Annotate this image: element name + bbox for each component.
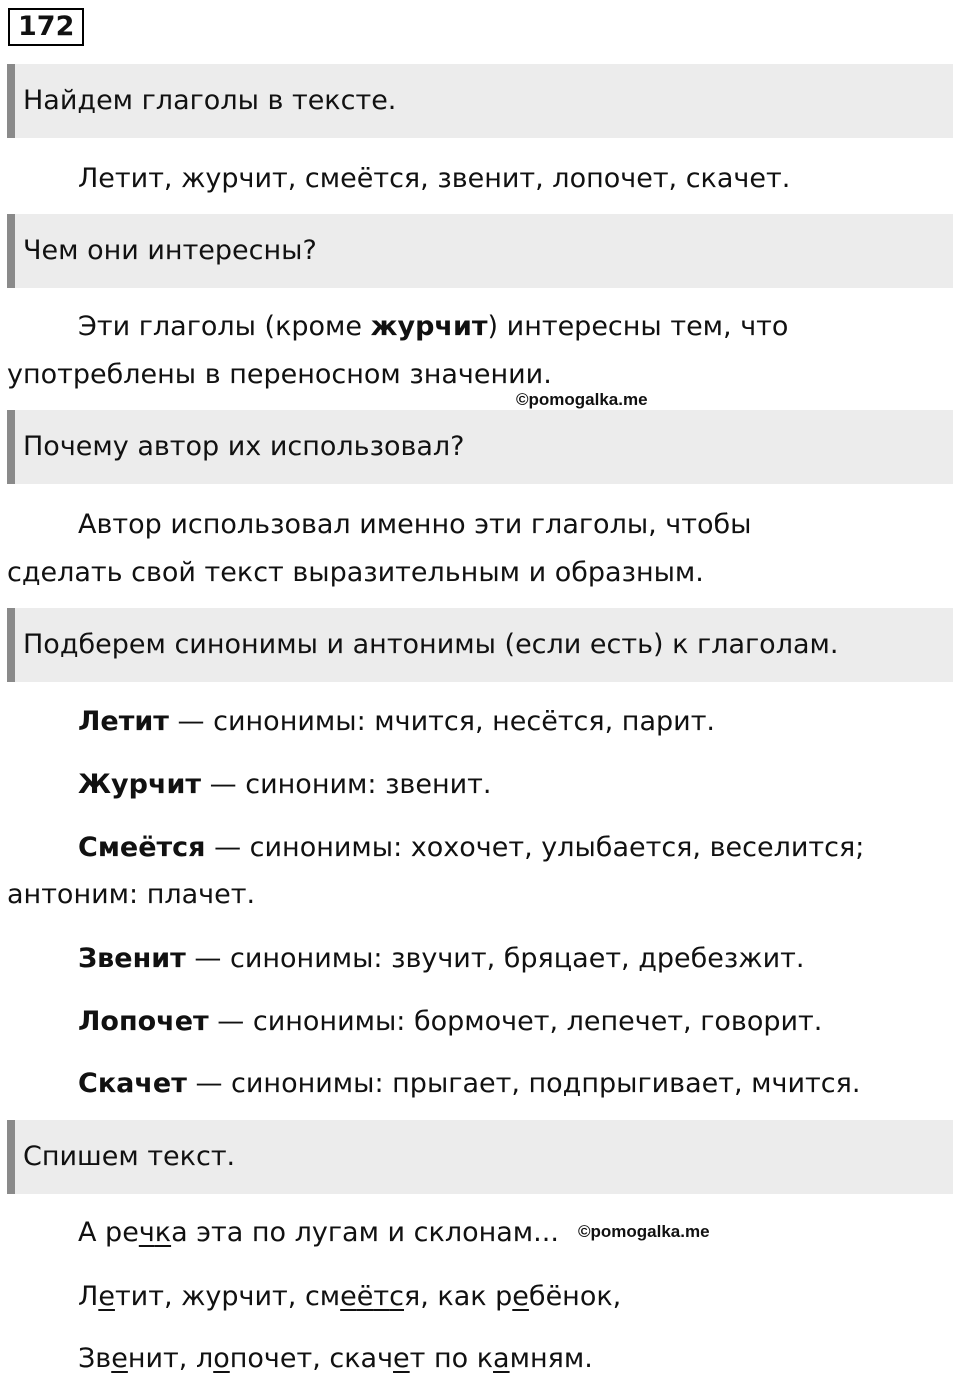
synonym-line <box>78 1003 822 1041</box>
underlined-letter: т <box>373 1281 390 1312</box>
question-bar <box>7 64 953 138</box>
answer-part: Эти глаголы (кроме <box>78 311 371 342</box>
answer-text <box>78 308 788 346</box>
synonym-line <box>78 1065 860 1103</box>
question-text: Спишем текст. <box>23 1141 236 1172</box>
underlined-letter: е <box>111 1343 128 1374</box>
underlined-letter: е <box>98 1281 115 1312</box>
underlined-letter: ё <box>356 1281 374 1312</box>
underlined-letter: е <box>512 1281 529 1312</box>
question-text: Чем они интересны? <box>23 235 317 266</box>
verb-word: Смеётся <box>78 832 206 863</box>
underlined-letter: о <box>213 1343 230 1374</box>
answer-text: употреблены в переносном значении. <box>7 359 552 390</box>
watermark: ©pomogalka.me <box>578 1222 710 1241</box>
verb-word: Журчит <box>78 769 202 800</box>
verb-word: Звенит <box>78 943 186 974</box>
poem-line: Летит, журчит, смеётся, как ребёнок, <box>78 1281 622 1312</box>
poem-line: А речка эта по лугам и склонам... <box>78 1217 559 1248</box>
underlined-letter: к <box>154 1217 172 1248</box>
question-bar <box>7 1120 953 1194</box>
synonym-text: — синоним: звенит. <box>201 769 492 800</box>
synonym-text: — синонимы: звучит, бряцает, дребезжит. <box>185 943 805 974</box>
synonym-text: — синонимы: мчится, несётся, парит. <box>168 706 716 737</box>
question-bar <box>7 410 953 484</box>
answer-part: ) интересны тем, что <box>487 311 789 342</box>
synonym-line-cont: антоним: плачет. <box>7 879 256 910</box>
poem-line: Звенит, лопочет, скачет по камням. <box>78 1343 593 1374</box>
underlined-letter: е <box>340 1281 357 1312</box>
question-text: Почему автор их использовал? <box>23 431 465 462</box>
verb-word: Летит <box>78 706 169 737</box>
verb-word: Лопочет <box>78 1006 209 1037</box>
underlined-letter: а <box>493 1343 510 1374</box>
question-text: Найдем глаголы в тексте. <box>23 85 397 116</box>
synonym-line <box>78 766 491 804</box>
synonym-text: — синонимы: хохочет, улыбается, веселится; <box>205 832 865 863</box>
synonym-line <box>78 829 864 867</box>
question-bar <box>7 214 953 288</box>
underlined-letter: е <box>393 1343 410 1374</box>
synonym-text: — синонимы: бормочет, лепечет, говорит. <box>208 1006 823 1037</box>
task-number: 172 <box>8 8 84 46</box>
answer-text: Автор использовал именно эти глаголы, чтобы <box>78 509 752 540</box>
verb-word: Скачет <box>78 1068 187 1099</box>
question-text: Подберем синонимы и антонимы (если есть) к глаголам. <box>23 629 839 660</box>
underlined-letter: ч <box>138 1217 155 1248</box>
answer-text: Летит, журчит, смеётся, звенит, лопочет, скачет. <box>78 163 791 194</box>
synonym-text: — синонимы: прыгает, подпрыгивает, мчится. <box>186 1068 861 1099</box>
question-bar <box>7 608 953 682</box>
synonym-line <box>78 703 715 741</box>
answer-text: сделать свой текст выразительным и образным. <box>7 557 704 588</box>
watermark: ©pomogalka.me <box>516 390 648 409</box>
underlined-letter: с <box>389 1281 404 1312</box>
synonym-line <box>78 940 804 978</box>
answer-bold-word: журчит <box>370 311 488 342</box>
